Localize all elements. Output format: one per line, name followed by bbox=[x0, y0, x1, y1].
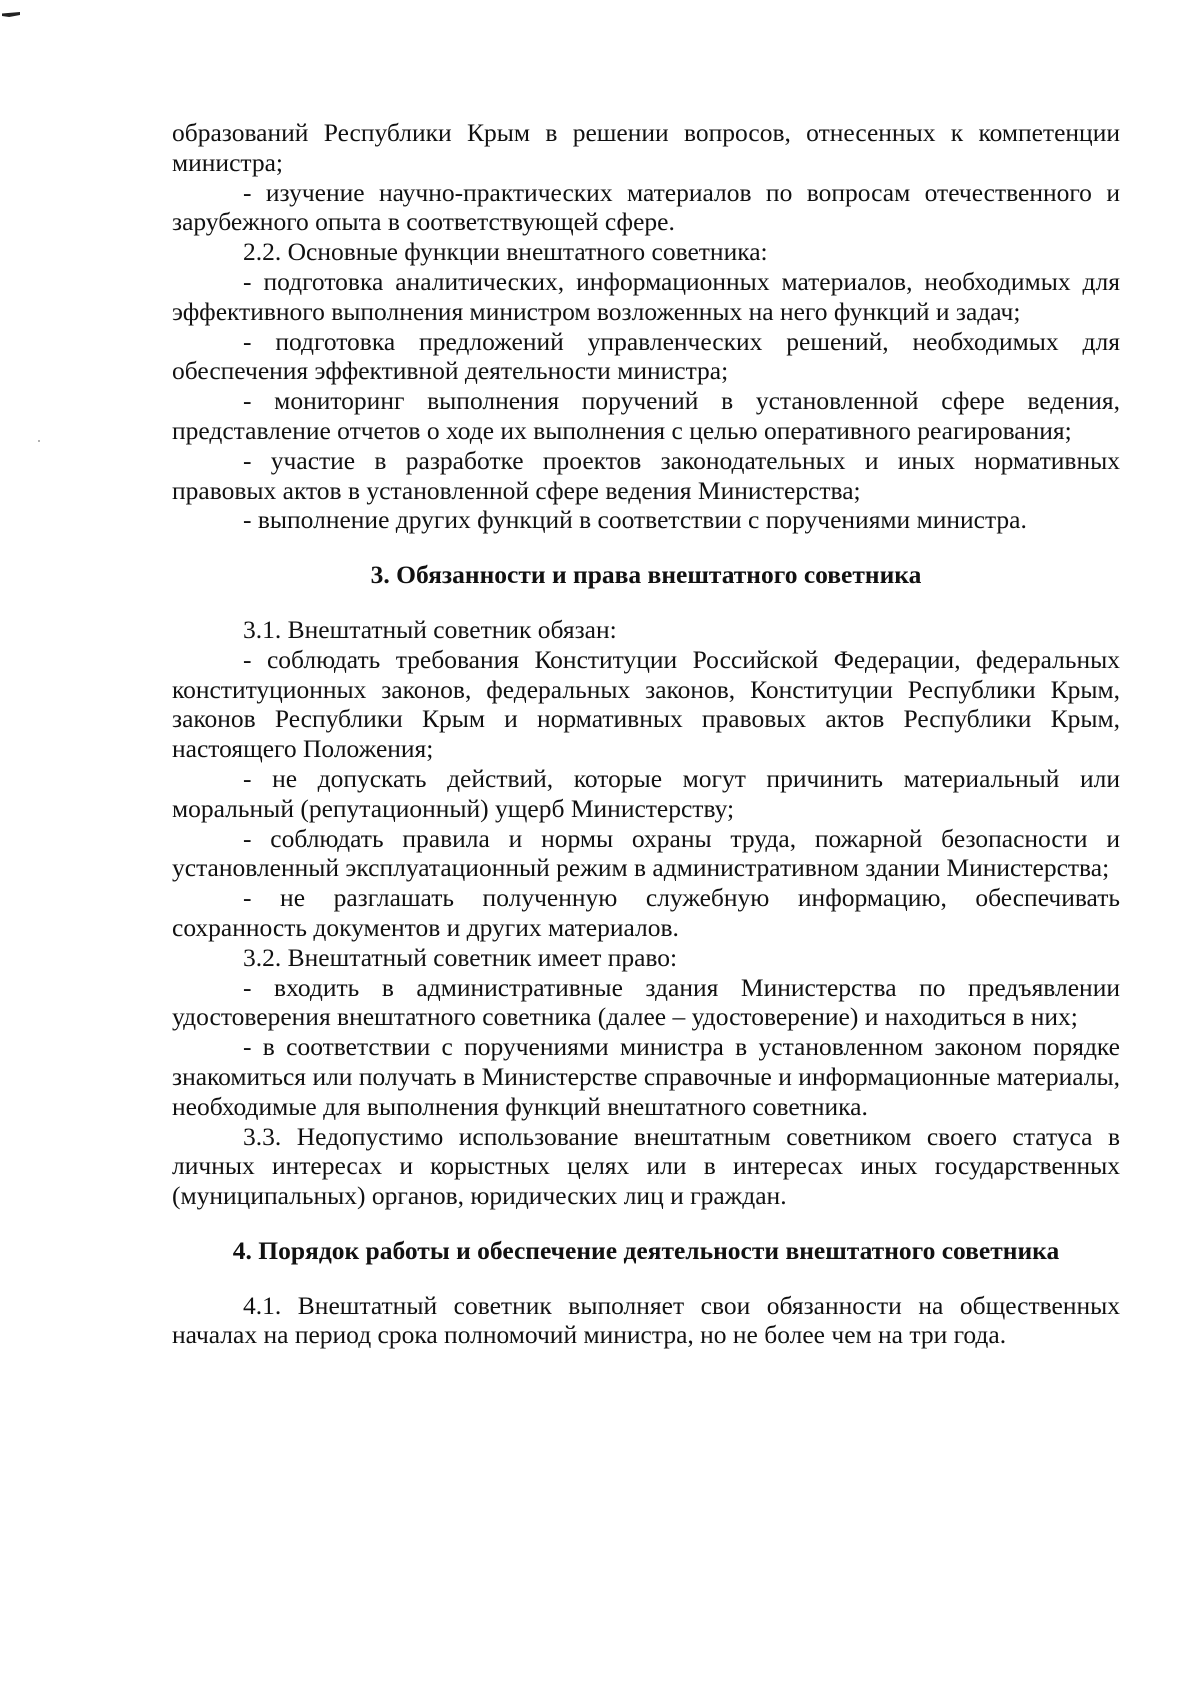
section-spacer bbox=[172, 1266, 1120, 1291]
paragraph-4-1-term: 4.1. Внештатный советник выполняет свои обязанности на общественных началах на период срока полномочий министра, но не более чем на три года. bbox=[172, 1290, 1120, 1350]
paragraph-continuation: образований Республики Крым в решении вопросов, отнесенных к компетенции министра; bbox=[172, 118, 1120, 177]
document-body bbox=[172, 118, 1120, 1350]
section-spacer bbox=[172, 1211, 1120, 1236]
section-3-title: 3. Обязанности и права внештатного советника bbox=[370, 560, 922, 590]
section-spacer bbox=[172, 590, 1120, 615]
paragraph-legislation-drafts: - участие в разработке проектов законодательных и иных нормативных правовых актов в установленной сфере ведения Министерства; bbox=[172, 445, 1120, 505]
paragraph-management-proposals: - подготовка предложений управленческих решений, необходимых для обеспечения эффективной деятельности министра; bbox=[172, 326, 1120, 386]
paragraph-info-access: - в соответствии с поручениями министра в установленном законом порядке знакомиться или получать в Министерстве справочные и информационные материалы, необходимые для выполнения функций внештатного советника. bbox=[172, 1032, 1120, 1121]
paragraph-3-2-heading: 3.2. Внештатный советник имеет право: bbox=[243, 942, 678, 972]
paragraph-3-3-status: 3.3. Недопустимо использование внештатным советником своего статуса в личных интересах и корыстных целях или в интересах иных государственных (муниципальных) органов, юридических лиц и граждан. bbox=[172, 1121, 1120, 1211]
paragraph-2-2-heading: 2.2. Основные функции внештатного советника: bbox=[243, 237, 768, 267]
paragraph-no-damage: - не допускать действий, которые могут причинить материальный или моральный (репутационный) ущерб Министерству; bbox=[172, 763, 1120, 823]
paragraph-analytical-materials: - подготовка аналитических, информационных материалов, необходимых для эффективного выполнения министром возложенных на него функций и задач; bbox=[172, 266, 1120, 326]
scan-artifact-dot bbox=[38, 440, 40, 442]
paragraph-building-access: - входить в административные здания Министерства по предъявлении удостоверения внештатного советника (далее – удостоверение) и находиться в них; bbox=[172, 972, 1120, 1032]
paragraph-3-1-heading: 3.1. Внештатный советник обязан: bbox=[243, 614, 617, 644]
section-spacer bbox=[172, 535, 1120, 560]
paragraph-constitution-compliance: - соблюдать требования Конституции Российской Федерации, федеральных конституционных законов, федеральных законов, Конституции Республики Крым, законов Республики Крым и нормативных правовых актов Республики Крым, настоящего Положения; bbox=[172, 644, 1120, 764]
scan-artifact-mark bbox=[2, 12, 20, 17]
section-4-title: 4. Порядок работы и обеспечение деятельности внештатного советника bbox=[232, 1235, 1060, 1265]
paragraph-safety-rules: - соблюдать правила и нормы охраны труда, пожарной безопасности и установленный эксплуатационный режим в административном здании Министерства; bbox=[172, 823, 1120, 883]
paragraph-other-functions: - выполнение других функций в соответствии с поручениями министра. bbox=[243, 505, 1027, 535]
paragraph-confidentiality: - не разглашать полученную служебную информацию, обеспечивать сохранность документов и других материалов. bbox=[172, 883, 1120, 942]
paragraph-monitoring: - мониторинг выполнения поручений в установленной сфере ведения, представление отчетов о ходе их выполнения с целью оперативного реагирования; bbox=[172, 386, 1120, 445]
paragraph-study-materials: - изучение научно-практических материалов по вопросам отечественного и зарубежного опыта в соответствующей сфере. bbox=[172, 177, 1120, 237]
